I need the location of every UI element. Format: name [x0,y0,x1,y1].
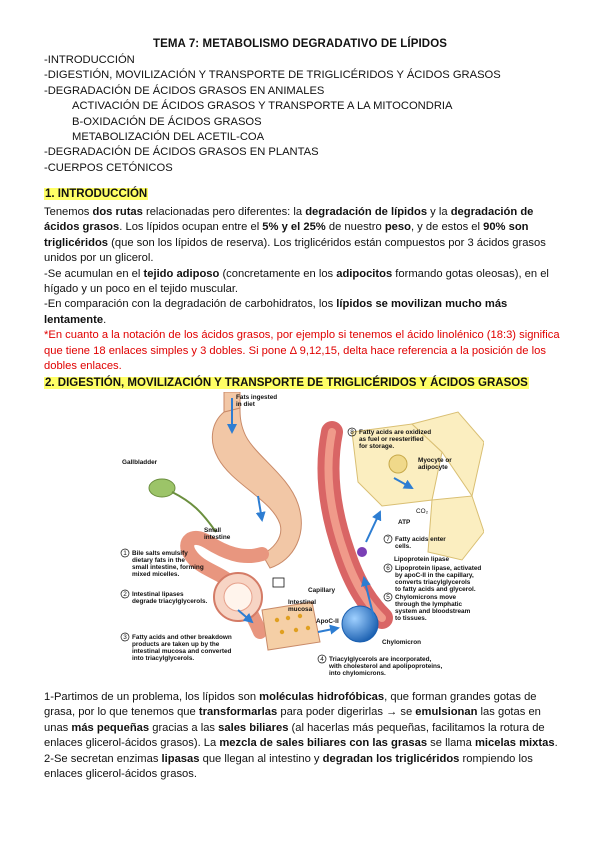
document-title: TEMA 7: METABOLISMO DEGRADATIVO DE LÍPIDOS [152,38,448,50]
paragraph: 2-Se secretan enzimas lipasas que llegan al intestino y degradan los triglicéridos rompiendo los enlaces glicerol-ácidos grasos. [44,752,533,781]
label-small-intestine: intestine [204,534,231,541]
svg-text:Bile salts emulsify: Bile salts emulsify [132,550,188,557]
svg-text:products are taken up by the: products are taken up by the [132,641,220,648]
step-3-label [121,633,232,662]
toc-item: -DEGRADACIÓN DE ÁCIDOS GRASOS EN PLANTAS [44,146,319,159]
svg-text:as fuel or reesterified: as fuel or reesterified [359,436,424,443]
label-fats-ingested: Fats ingested [236,394,278,401]
gallbladder-shape [149,479,175,497]
svg-text:6: 6 [386,565,390,573]
label-intestinal-mucosa: Intestinal [288,599,317,606]
label-chylomicron: Chylomicron [382,639,422,646]
section-heading-digestion: 2. DIGESTIÓN, MOVILIZACIÓN Y TRANSPORTE DE TRIGLICÉRIDOS Y ÁCIDOS GRASOS [45,377,528,389]
step-2-label [121,590,208,605]
svg-text:7: 7 [386,536,390,544]
label-apoc2: ApoC-II [316,618,339,625]
svg-text:8: 8 [350,429,354,437]
svg-text:degrade triacylglycerols.: degrade triacylglycerols. [132,598,208,605]
label-intestinal-mucosa: mucosa [288,606,313,613]
toc-subitem: B-OXIDACIÓN DE ÁCIDOS GRASOS [72,115,262,128]
step-6-label [384,564,481,593]
note-paragraph: *En cuanto a la notación de los ácidos grasos, por ejemplo si tenemos el ácido linolénico (18:3) significa que tiene 18 enlaces simples y 3 dobles. Si pone Δ 9,12,15, delta hace referencia a la posición de los dobles enlaces. [44,329,560,373]
svg-text:Fatty acids enter: Fatty acids enter [395,536,446,543]
table-of-contents [44,53,501,176]
label-gallbladder: Gallbladder [122,459,158,466]
svg-text:converts triacylglycerols: converts triacylglycerols [395,579,471,586]
svg-text:into triacylglycerols.: into triacylglycerols. [132,655,195,662]
lipoprotein-lipase-marker [357,547,367,557]
svg-text:2: 2 [123,591,127,599]
toc-item: -CUERPOS CETÓNICOS [44,161,173,174]
label-in-diet: in diet [236,401,255,408]
svg-text:Fatty acids and other breakdow: Fatty acids and other breakdown [132,634,232,641]
svg-text:to tissues.: to tissues. [395,615,427,622]
svg-text:5: 5 [386,594,390,602]
introduction-text [44,205,564,374]
svg-text:3: 3 [123,634,127,642]
svg-text:into chylomicrons.: into chylomicrons. [329,670,386,677]
svg-text:dietary fats in the: dietary fats in the [132,557,185,564]
toc-item: -DEGRADACIÓN DE ÁCIDOS GRASOS EN ANIMALES [44,84,325,97]
paragraph: -Se acumulan en el tejido adiposo (concretamente en los adipocitos formando gotas oleosas), en el hígado y un poco en el tejido muscular. [44,267,549,296]
label-myocyte: Myocyte or [418,457,452,464]
label-small-intestine: Small [204,527,222,534]
lipid-digestion-figure [112,392,484,682]
svg-text:cells.: cells. [395,543,411,550]
svg-text:intestinal mucosa and converte: intestinal mucosa and converted [132,648,232,655]
label-adipocyte: adipocyte [418,464,448,471]
toc-subitem: METABOLIZACIÓN DEL ACETIL-COA [72,131,265,144]
toc-subitem: ACTIVACIÓN DE ÁCIDOS GRASOS Y TRANSPORTE A LA MITOCONDRIA [72,100,453,113]
step-4-label [318,655,442,677]
label-atp: ATP [398,519,411,526]
label-capillary: Capillary [308,587,335,594]
svg-text:Chylomicrons move: Chylomicrons move [395,594,457,601]
svg-text:Fatty acids are oxidized: Fatty acids are oxidized [359,429,432,436]
section-heading-introduction: 1. INTRODUCCIÓN [45,188,148,200]
target-cell-nucleus [389,455,407,473]
step-5-label [384,593,471,622]
svg-text:to fatty acids and glycerol.: to fatty acids and glycerol. [395,586,476,593]
svg-text:small intestine, forming: small intestine, forming [132,564,204,571]
svg-text:with cholesterol and apolipopr: with cholesterol and apolipoproteins, [329,663,443,670]
label-lipoprotein-lipase: Lipoprotein lipase [394,556,450,563]
toc-item: -DIGESTIÓN, MOVILIZACIÓN Y TRANSPORTE DE TRIGLICÉRIDOS Y ÁCIDOS GRASOS [44,69,501,82]
svg-text:through the lymphatic: through the lymphatic [395,601,463,608]
svg-text:by apoC-II in the capillary,: by apoC-II in the capillary, [395,572,474,579]
toc-item: -INTRODUCCIÓN [44,54,135,66]
svg-text:Lipoprotein lipase, activated: Lipoprotein lipase, activated [395,565,482,572]
svg-text:mixed micelles.: mixed micelles. [132,571,180,578]
svg-text:for storage.: for storage. [359,443,395,450]
label-co2: CO₂ [416,508,429,515]
svg-text:4: 4 [320,656,324,664]
svg-text:1: 1 [123,550,127,558]
digestion-text [44,690,564,782]
paragraph: -En comparación con la degradación de carbohidratos, los lípidos se movilizan mucho más lentamente. [44,298,508,326]
paragraph: 1-Partimos de un problema, los lípidos son moléculas hidrofóbicas, que forman grandes gotas de grasa, por lo que tenemos que transformarlas para poder digerirlas → se emulsionan las gotas en unas más pequeñas gracias a las sales biliares (al hacerlas más pequeñas, facilitamos la rotura de enlaces glicerol-ácidos grasos). La mezcla de sales biliares con las grasas se llama micelas mixtas. [44,691,558,750]
svg-text:Triacylglycerols are incorpora: Triacylglycerols are incorporated, [329,656,432,663]
svg-text:Intestinal lipases: Intestinal lipases [132,591,184,598]
paragraph: Tenemos dos rutas relacionadas pero diferentes: la degradación de lípidos y la degradación de ácidos grasos. Los lípidos ocupan entre el 5% y el 25% de nuestro peso, y de estos el 90% son triglicéridos (que son los lípidos de reserva). Los triglicéridos están compuestos por 3 ácidos grasos unidos por un glicerol. [44,206,546,265]
svg-text:system and bloodstream: system and bloodstream [395,608,471,615]
